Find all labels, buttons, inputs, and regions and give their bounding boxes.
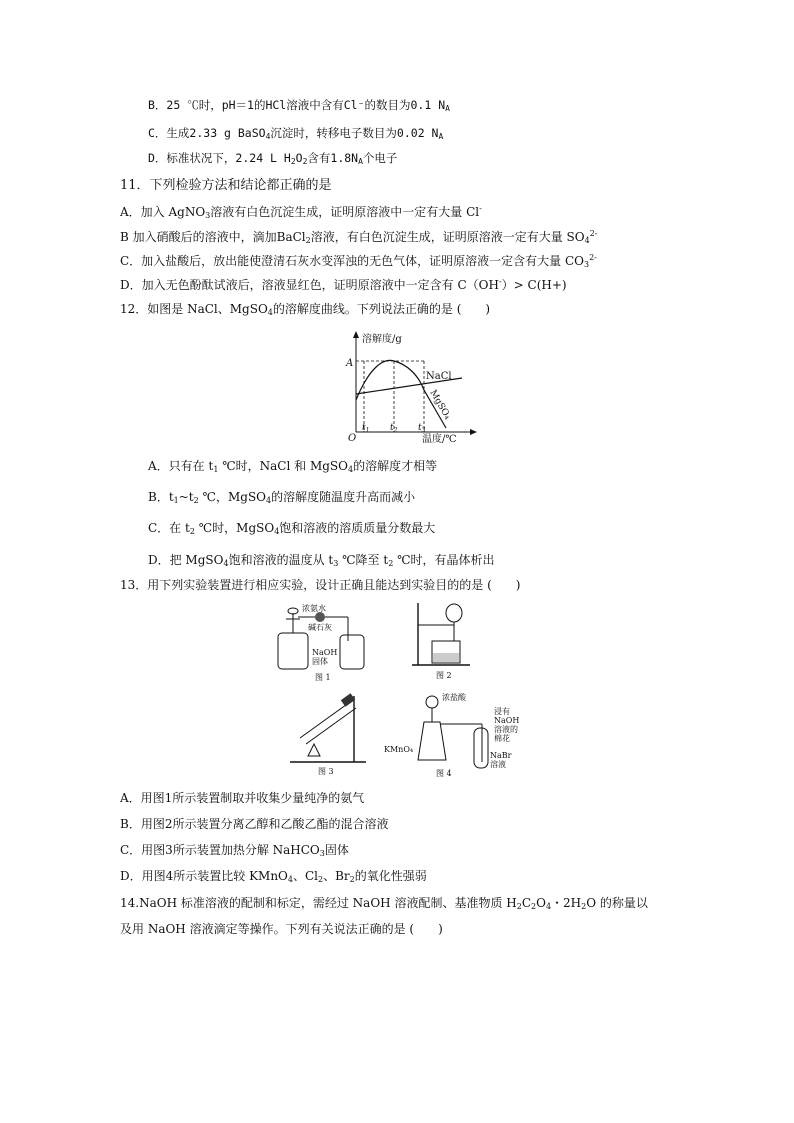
fig2-caption: 图 2: [436, 671, 452, 680]
q10-option-c: C．生成2.33 g BaSO$_4$沉淀时，转移电子数目为0.02 $N_A$: [148, 126, 444, 141]
q11-stem: 11．下列检验方法和结论都正确的是: [120, 178, 332, 193]
tick-t1: $t_1$: [362, 423, 370, 434]
fig4-label-1: 浸有: [494, 707, 510, 716]
fig1-label-naoh: NaOH: [312, 648, 338, 657]
q10-option-b: B．25 ℃时，pH＝1的HCl溶液中含有Cl⁻的数目为0.1 $N_A$: [148, 98, 450, 113]
fig1-label-ammonia: 浓氨水: [302, 604, 326, 613]
chart-a-label: A: [346, 358, 354, 369]
tick-t2: $t_2$: [390, 423, 398, 434]
q13-option-a: A．用图1所示装置制取并收集少量纯净的氨气: [120, 791, 365, 805]
q10-option-d: D．标准状况下，2.24 L $H_2O_2$含有$1.8N_A$个电子: [148, 151, 398, 166]
fig4-label-3: 溶液的: [494, 725, 518, 734]
fig4-label-2: NaOH: [494, 716, 520, 725]
fig4-label-hcl: 浓盐酸: [442, 693, 466, 702]
fig4-caption: 图 4: [436, 769, 452, 778]
q12-option-c: C．在 $t_2$ ℃时，MgSO$_4$饱和溶液的溶质质量分数最大: [148, 521, 436, 536]
q12-option-a: A．只有在 $t_1$ ℃时，NaCl 和 MgSO$_4$的溶解度才相等: [148, 459, 438, 474]
q11-option-d: D．加入无色酚酞试液后，溶液显红色，证明原溶液中一定含有 C（OH-）> C(H+): [120, 277, 567, 292]
mgso4-label: MgSO₄: [427, 388, 453, 422]
fig1-label-sodalime: 碱石灰: [308, 623, 332, 632]
fig1-caption: 图 1: [315, 673, 331, 682]
q11-option-c: C．加入盐酸后，放出能使澄清石灰水变浑浊的无色气体，证明原溶液一定含有大量 $CO_3^{2-}$: [120, 253, 597, 269]
q14-line-2: 及用 NaOH 溶液滴定等操作。下列有关说法正确的是 ( ): [120, 922, 443, 936]
q13-option-c: C．用图3所示装置加热分解 NaHCO$_3$固体: [120, 843, 349, 858]
q12-option-b: B．$t_1\sim t_2$ ℃，MgSO$_4$的溶解度随温度升高而减小: [148, 490, 416, 505]
fig1-label-solid: 固体: [312, 657, 328, 666]
fig4-label-nabr: NaBr: [490, 751, 512, 760]
q13-stem: 13．用下列实验装置进行相应实验，设计正确且能达到实验目的的是 ( ): [120, 578, 521, 592]
chart-y-label: 溶解度/g: [362, 334, 402, 345]
q13-option-b: B．用图2所示装置分离乙醇和乙酸乙酯的混合溶液: [120, 817, 389, 831]
figure-3-apparatus: [280, 692, 376, 778]
figure-2-apparatus: [410, 597, 476, 683]
solubility-chart: [340, 328, 490, 446]
q12-stem: 12．如图是 NaCl、MgSO$_4$的溶解度曲线。下列说法正确的是 ( ): [120, 302, 491, 317]
q11-option-a: A．加入 AgNO$_3$溶液有白色沉淀生成，证明原溶液中一定有大量 Cl-: [120, 204, 482, 220]
fig4-label-4: 棉花: [494, 734, 510, 743]
fig4-label-solution: 溶液: [490, 760, 506, 769]
fig3-caption: 图 3: [318, 767, 334, 776]
chart-x-label: 温度/℃: [422, 434, 457, 445]
q14-line-1: 14.NaOH 标准溶液的配制和标定，需经过 NaOH 溶液配制、基准物质 $H_2C_2O_4$・$2H_2O$ 的称量以: [120, 896, 648, 911]
q12-option-d: D．把 MgSO$_4$饱和溶液的温度从 $t_3$ ℃降至 $t_2$ ℃时，有晶体析出: [148, 553, 495, 568]
nacl-label: NaCl: [426, 371, 452, 382]
fig4-label-kmno4: KMnO₄: [384, 745, 414, 754]
figure-1-apparatus: [268, 601, 378, 683]
q13-option-d: D．用图4所示装置比较 KMnO$_4$、$Cl_2$、$Br_2$的氧化性强弱: [120, 869, 427, 884]
tick-t3: $t_3$: [418, 423, 426, 434]
q11-option-b: B 加入硝酸后的溶液中，滴加BaCl$_2$溶液，有白色沉淀生成，证明原溶液一定有大量 $SO_4^{2-}$: [120, 229, 598, 245]
chart-origin: O: [348, 433, 357, 444]
figure-4-apparatus: [380, 690, 530, 780]
